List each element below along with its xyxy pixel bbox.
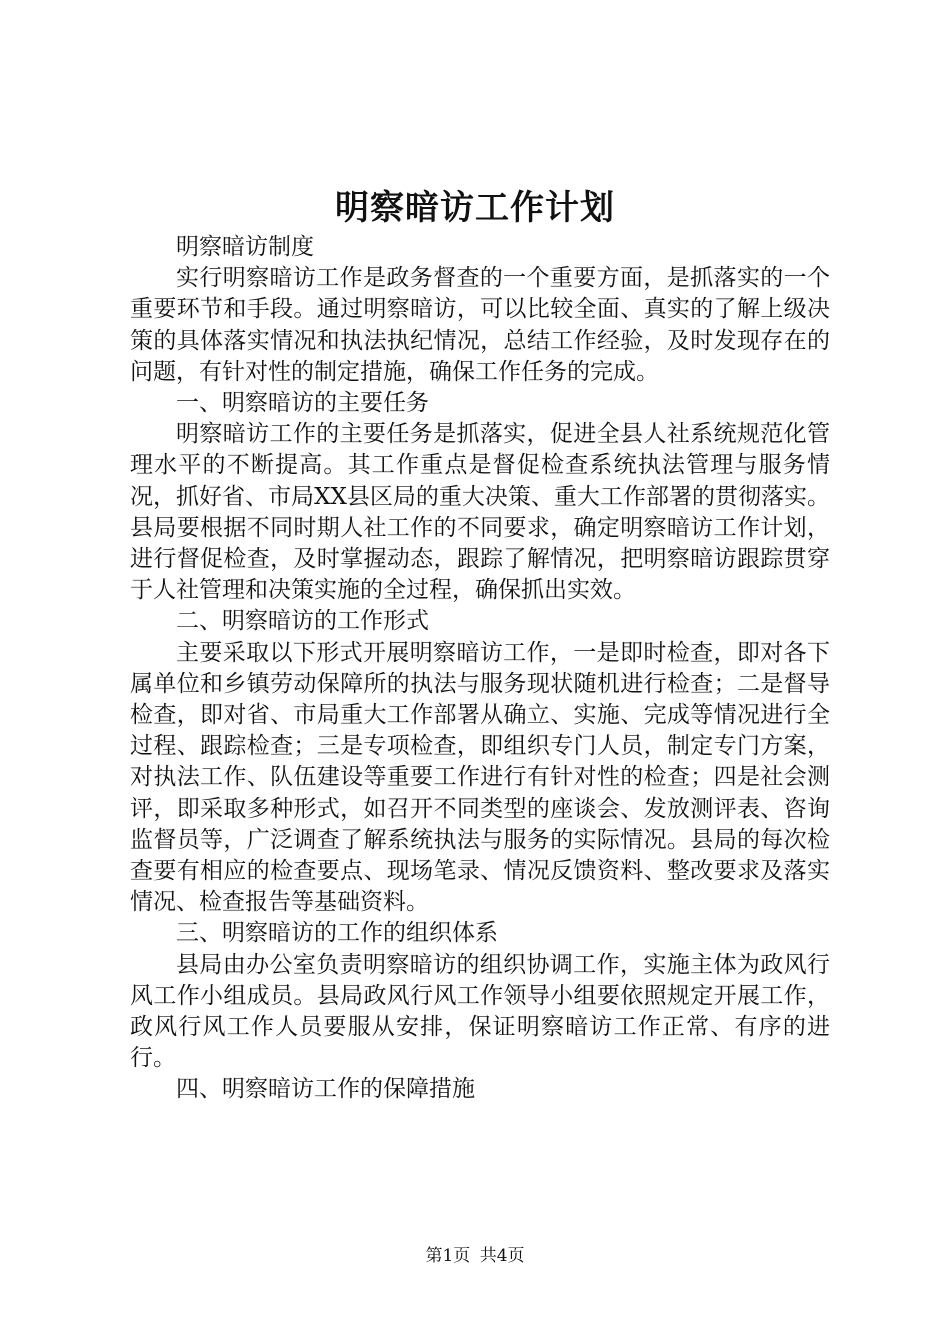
paragraph-section-2: 主要采取以下形式开展明察暗访工作，一是即时检查，即对各下属单位和乡镇劳动保障所的执法与服务现状随机进行检查；二是督导检查，即对省、市局重大工作部署从确立、实施、完成等情况进行全过程、跟踪检查；三是专项检查，即组织专门人员，制定专门方案，对执法工作、队伍建设等重要工作进行有针对性的检查；四是社会测评，即采取多种形式，如召开不同类型的座谈会、发放测评表、咨询监督员等，广泛调查了解系统执法与服务的实际情况。县局的每次检查要有相应的检查要点、现场笔录、情况反馈资料、整改要求及落实情况、检查报告等基础资料。: [130, 639, 830, 916]
page-footer: 第1页 共4页: [425, 1246, 525, 1266]
paragraph-section-1: 明察暗访工作的主要任务是抓落实，促进全县人社系统规范化管理水平的不断提高。其工作重点是督促检查系统执法管理与服务情况，抓好省、市局XX县区局的重大决策、重大工作部署的贯彻落实。县局要根据不同时期人社工作的不同要求，确定明察暗访工作计划，进行督促检查，及时掌握动态，跟踪了解情况，把明察暗访跟踪贯穿于人社管理和决策实施的全过程，确保抓出实效。: [130, 421, 830, 604]
section-heading-1: 一、明察暗访的主要任务: [176, 390, 429, 417]
paragraph-intro: 实行明察暗访工作是政务督查的一个重要方面，是抓落实的一个重要环节和手段。通过明察暗访，可以比较全面、真实的了解上级决策的具体落实情况和执法执纪情况，总结工作经验，及时发现存在的问题，有针对性的制定措施，确保工作任务的完成。: [130, 265, 830, 385]
section-heading-3: 三、明察暗访的工作的组织体系: [176, 920, 498, 947]
paragraph-section-3: 县局由办公室负责明察暗访的组织协调工作，实施主体为政风行风工作小组成员。县局政风行风工作领导小组要依照规定开展工作，政风行风工作人员要服从安排，保证明察暗访工作正常、有序的进行。: [130, 951, 830, 1072]
document-title: 明察暗访工作计划: [335, 188, 615, 228]
document-body: [130, 232, 830, 1106]
section-heading-2: 二、明察暗访的工作形式: [176, 608, 429, 635]
section-heading-4: 四、明察暗访工作的保障措施: [176, 1076, 475, 1103]
paragraph-heading-system: 明察暗访制度: [176, 234, 314, 260]
